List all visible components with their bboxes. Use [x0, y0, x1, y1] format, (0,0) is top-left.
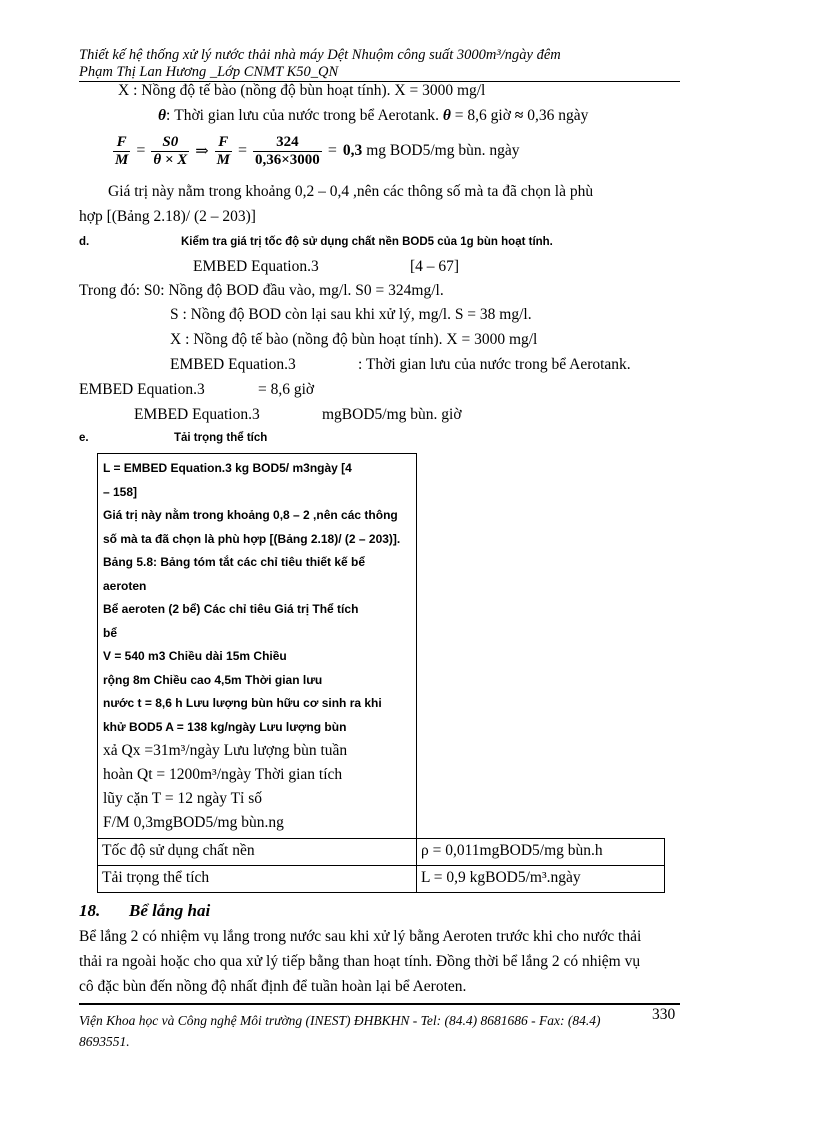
ref-4-67: [4 – 67]	[410, 258, 460, 275]
para1-line1: Giá trị này nằm trong khoảng 0,2 – 0,4 ,nên các thông số mà ta đã chọn là phù	[108, 183, 594, 200]
theta-symbol: θ	[158, 107, 167, 124]
embed-eq-3-value: = 8,6 giờ	[258, 381, 315, 398]
res-den: 0,36×3000	[255, 151, 320, 168]
theta-x-den: θ × X	[153, 151, 188, 168]
cond-line: Bảng 5.8: Bảng tóm tắt các chỉ tiêu thiết kế bể	[103, 555, 366, 569]
section-d-label: d.	[79, 236, 90, 248]
theta-symbol-2: θ	[442, 107, 451, 124]
fm-result: 0,3	[342, 142, 363, 159]
merged-cell	[98, 454, 417, 839]
para-line: cô đặc bùn đến nồng độ nhất định để tuần hoàn lại bể Aeroten.	[79, 978, 467, 995]
s0-num: S0	[151, 134, 189, 152]
row2-label: Tốc độ sử dụng chất nền	[98, 839, 417, 866]
numeric-fraction	[253, 134, 322, 169]
fm2-den: M	[216, 151, 230, 168]
cond-line: rộng 8m Chiều cao 4,5m Thời gian lưu	[103, 672, 323, 687]
x-line-2: X : Nồng độ tế bào (nồng độ bùn hoạt tính). X = 3000 mg/l	[170, 331, 538, 348]
fm-fraction	[113, 134, 130, 169]
table-row	[98, 839, 665, 866]
cond-line: bể	[103, 625, 118, 640]
serif-line: lũy cặn T = 12 ngày Tỉ số	[103, 790, 262, 807]
section-e-title: Tải trọng thể tích	[174, 432, 268, 444]
table-row	[98, 454, 665, 839]
serif-text	[103, 739, 411, 835]
serif-line: xả Qx =31m³/ngày Lưu lượng bùn tuần	[103, 742, 348, 759]
cond-line: aeroten	[103, 578, 147, 593]
cond-line: L = EMBED Equation.3 kg BOD5/ m3ngày [4	[103, 461, 352, 475]
theta-days: 0,36 ngày	[527, 107, 589, 124]
header-author: Phạm Thị Lan Hương _Lớp CNMT K50_QN	[79, 64, 339, 80]
cond-line: V = 540 m3 Chiều dài 15m Chiều	[103, 649, 287, 663]
equals-sign: =	[136, 142, 146, 159]
fm-unit: mg BOD5/mg bùn. ngày	[366, 142, 520, 159]
fm-den: M	[115, 151, 129, 168]
section-d-title: Kiểm tra giá trị tốc độ sử dụng chất nền BOD5 của 1g bùn hoạt tính.	[181, 236, 553, 248]
theta-value: = 8,6 giờ	[454, 107, 511, 124]
embed-eq-2: EMBED Equation.3	[170, 356, 296, 373]
footer-line2: 8693551.	[79, 1034, 130, 1049]
fm-equation	[113, 133, 520, 169]
cond-text	[103, 457, 411, 739]
cond-line: khử BOD5 A = 138 kg/ngày Lưu lượng bùn	[103, 719, 347, 734]
footer-line1: Viện Khoa học và Công nghệ Môi trường (INEST) ĐHBKHN - Tel: (84.4) 8681686 - Fax: (84.4)	[79, 1013, 601, 1028]
embed-eq-4-unit: mgBOD5/mg bùn. giờ	[322, 406, 462, 423]
cond-line: nước t = 8,6 h Lưu lượng bùn hữu cơ sinh ra khi	[103, 696, 382, 710]
para-line: thải ra ngoài hoặc cho qua xử lý tiếp bằng than hoạt tính. Đồng thời bể lắng 2 có nhiệm vụ	[79, 953, 641, 970]
cond-line: Bể aeroten (2 bể) Các chỉ tiêu Giá trị Thể tích	[103, 602, 359, 616]
embed-eq-2-desc: : Thời gian lưu của nước trong bể Aerotank.	[358, 356, 631, 373]
para1-line2: hợp [(Bảng 2.18)/ (2 – 203)]	[79, 208, 256, 225]
trong-do-line: Trong đó: S0: Nồng độ BOD đầu vào, mg/l. S0 = 324mg/l.	[79, 282, 444, 299]
para-line: Bể lắng 2 có nhiệm vụ lắng trong nước sau khi xử lý bằng Aeroten trước khi cho nước thải	[79, 928, 642, 945]
table-row	[98, 866, 665, 893]
header-title: Thiết kế hệ thống xử lý nước thải nhà máy Dệt Nhuộm công suất 3000m³/ngày đêm	[79, 47, 561, 63]
cond-line: – 158]	[103, 484, 138, 499]
s0-fraction	[151, 134, 189, 169]
s-line: S : Nồng độ BOD còn lại sau khi xử lý, mg/l. S = 38 mg/l.	[170, 306, 532, 323]
footer-rule	[79, 1003, 680, 1005]
section-e-label: e.	[79, 432, 89, 444]
approx-symbol: ≈	[514, 107, 524, 124]
theta-desc: : Thời gian lưu của nước trong bể Aerotank.	[166, 107, 439, 124]
serif-line: F/M 0,3mgBOD5/mg bùn.ng	[103, 814, 284, 831]
embed-eq-4: EMBED Equation.3	[134, 406, 260, 423]
row2-value: ρ = 0,011mgBOD5/mg bùn.h	[417, 839, 665, 866]
row3-label: Tải trọng thể tích	[98, 866, 417, 893]
section-18-title: Bể lắng hai	[129, 901, 211, 920]
cond-line: Giá trị này nằm trong khoảng 0,8 – 2 ,nên các thông	[103, 508, 398, 522]
equals-sign-3: =	[327, 142, 337, 159]
fm-num: F	[113, 134, 130, 152]
def-theta-line	[158, 107, 588, 125]
res-num: 324	[253, 134, 322, 152]
embed-eq-3: EMBED Equation.3	[79, 381, 205, 398]
fm2-num: F	[215, 134, 232, 152]
empty-cell	[417, 454, 665, 839]
embed-eq-1: EMBED Equation.3	[193, 258, 319, 275]
equals-sign-2: =	[237, 142, 247, 159]
section-18-number: 18.	[79, 901, 101, 920]
page-number: 330	[652, 1006, 676, 1023]
summary-table	[97, 453, 665, 893]
implies-arrow: ⇒	[195, 143, 209, 160]
cond-line: số mà ta đã chọn là phù hợp [(Bảng 2.18)/ (2 – 203)].	[103, 531, 401, 546]
serif-line: hoàn Qt = 1200m³/ngày Thời gian tích	[103, 766, 343, 783]
row3-value: L = 0,9 kgBOD5/m³.ngày	[417, 866, 665, 893]
def-x-line: X : Nồng độ tế bào (nồng độ bùn hoạt tính). X = 3000 mg/l	[118, 82, 486, 99]
footer-text	[79, 1010, 639, 1052]
section-18-paragraph	[79, 924, 683, 999]
fm-fraction-2	[215, 134, 232, 169]
